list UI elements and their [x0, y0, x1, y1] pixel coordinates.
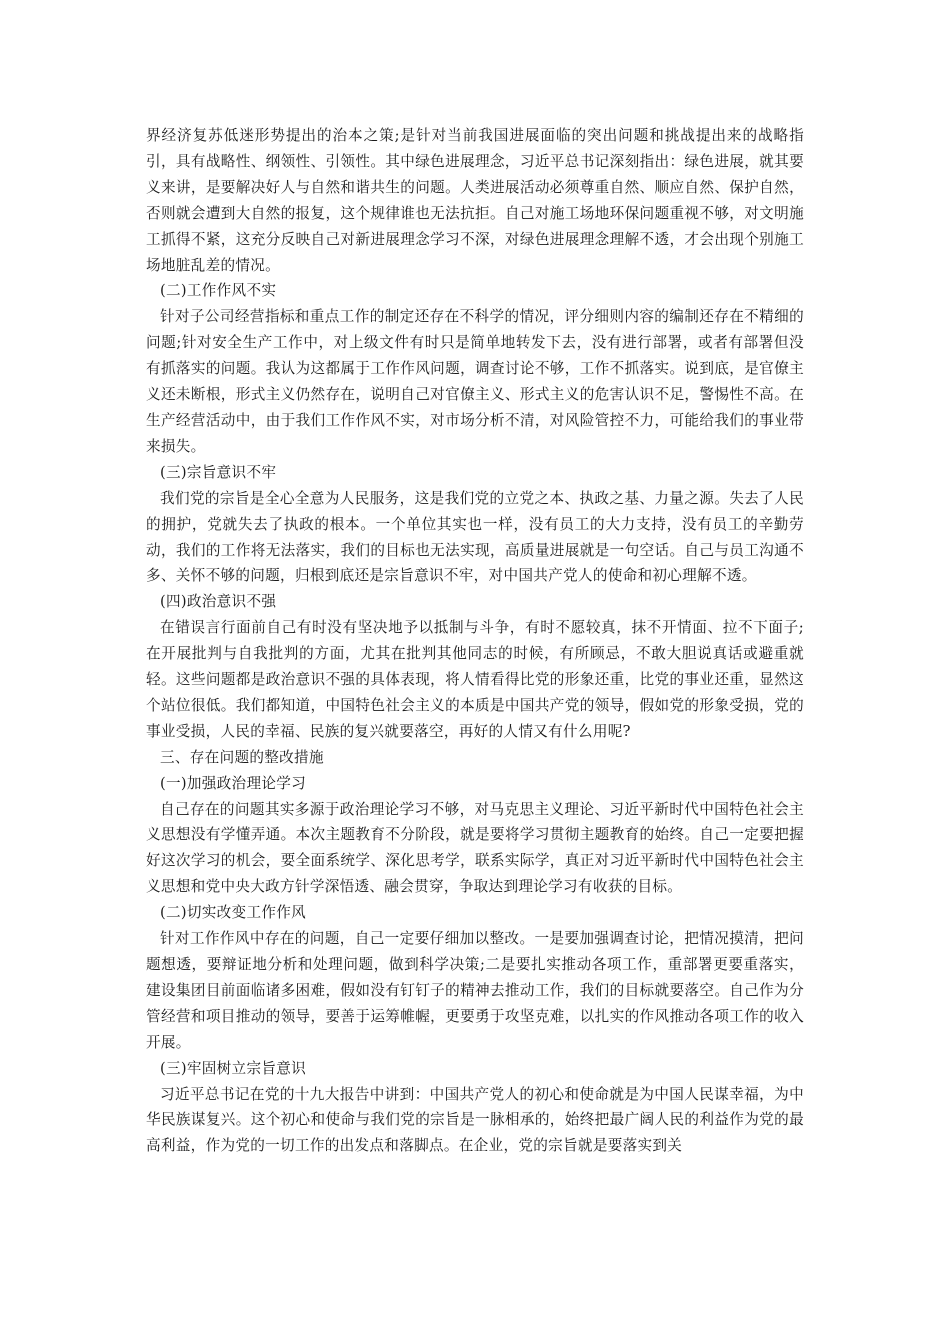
paragraph-purpose-awareness: 我们党的宗旨是全心全意为人民服务，这是我们党的立党之本、执政之基、力量之源。失去了人民的拥护，党就失去了执政的根本。一个单位其实也一样，没有员工的大力支持，没有员工的辛勤劳动，我们的工作将无法落实，我们的目标也无法实现，高质量进展就是一句空话。自己与员工沟通不多、关怀不够的问题，归根到底还是宗旨意识不牢，对中国共产党人的使命和初心理解不透。 [146, 489, 804, 585]
paragraph-theory-study: 自己存在的问题其实多源于政治理论学习不够，对马克思主义理论、习近平新时代中国特色社会主义思想没有学懂弄通。本次主题教育不分阶段，就是要将学习贯彻主题教育的始终。自己一定要把握好这次学习的机会，要全面系统学、深化思考学，联系实际学，真正对习近平新时代中国特色社会主义思想和党中央大政方针学深悟透、融会贯穿，争取达到理论学习有收获的目标。 [146, 800, 804, 896]
heading-purpose-awareness: (三)宗旨意识不牢 [160, 463, 277, 481]
heading-political-awareness: (四)政治意识不强 [160, 593, 277, 611]
paragraph-change-work-style: 针对工作作风中存在的问题，自己一定要仔细加以整改。一是要加强调查讨论，把情况摸清，把问题想透，要辩证地分析和处理问题，做到科学决策;二是要扎实推动各项工作，重部署更要重落实，建设集团目前面临诸多困难，假如没有钉钉子的精神去推动工作，我们的目标就要落空。自己作为分管经营和项目推动的领导，要善于运筹帷幄，更要勇于攻坚克难，以扎实的作风推动各项工作的收入开展。 [146, 930, 804, 1051]
paragraph-establish-purpose: 习近平总书记在党的十九大报告中讲到：中国共产党人的初心和使命就是为中国人民谋幸福，为中华民族谋复兴。这个初心和使命与我们党的宗旨是一脉相承的，始终把最广阔人民的利益作为党的最高利益，作为党的一切工作的出发点和落脚点。在企业，党的宗旨就是要落实到关 [146, 1085, 804, 1155]
section-heading-rectification: 三、存在问题的整改措施 [160, 748, 324, 766]
heading-work-style: (二)工作作风不实 [160, 282, 277, 300]
heading-establish-purpose: (三)牢固树立宗旨意识 [160, 1059, 307, 1077]
document-body [146, 123, 804, 1159]
paragraph-political-awareness: 在错误言行面前自己有时没有坚决地予以抵制与斗争，有时不愿较真，抹不开情面、拉不下面子;在开展批判与自我批判的方面，尤其在批判其他同志的时候，有所顾忌，不敢大胆说真话或避重就轻。这些问题都是政治意识不强的具体表现，将人情看得比党的形象还重，比党的事业还重，显然这个站位很低。我们都知道，中国特色社会主义的本质是中国共产党的领导，假如党的形象受损，党的事业受损，人民的幸福、民族的复兴就要落空，再好的人情又有什么用呢? [146, 619, 804, 740]
heading-theory-study: (一)加强政治理论学习 [160, 774, 307, 792]
paragraph-work-style: 针对子公司经营指标和重点工作的制定还存在不科学的情况，评分细则内容的编制还存在不精细的问题;针对安全生产工作中，对上级文件有时只是简单地转发下去，没有进行部署，或者有部署但没有抓落实的问题。我认为这都属于工作作风问题，调查讨论不够，工作不抓落实。说到底，是官僚主义还未断根，形式主义仍然存在，说明自己对官僚主义、形式主义的危害认识不足，警惕性不高。在生产经营活动中，由于我们工作作风不实，对市场分析不清，对风险管控不力，可能给我们的事业带来损失。 [146, 308, 804, 455]
paragraph-green-development: 界经济复苏低迷形势提出的治本之策;是针对当前我国进展面临的突出问题和挑战提出来的战略指引，具有战略性、纲领性、引领性。其中绿色进展理念，习近平总书记深刻指出：绿色进展，就其要义来讲，是要解决好人与自然和谐共生的问题。人类进展活动必须尊重自然、顺应自然、保护自然，否则就会遭到大自然的报复，这个规律谁也无法抗拒。自己对施工场地环保问题重视不够，对文明施工抓得不紧，这充分反映自己对新进展理念学习不深，对绿色进展理念理解不透，才会出现个别施工场地脏乱差的情况。 [146, 127, 804, 274]
heading-change-work-style: (二)切实改变工作作风 [160, 904, 307, 922]
